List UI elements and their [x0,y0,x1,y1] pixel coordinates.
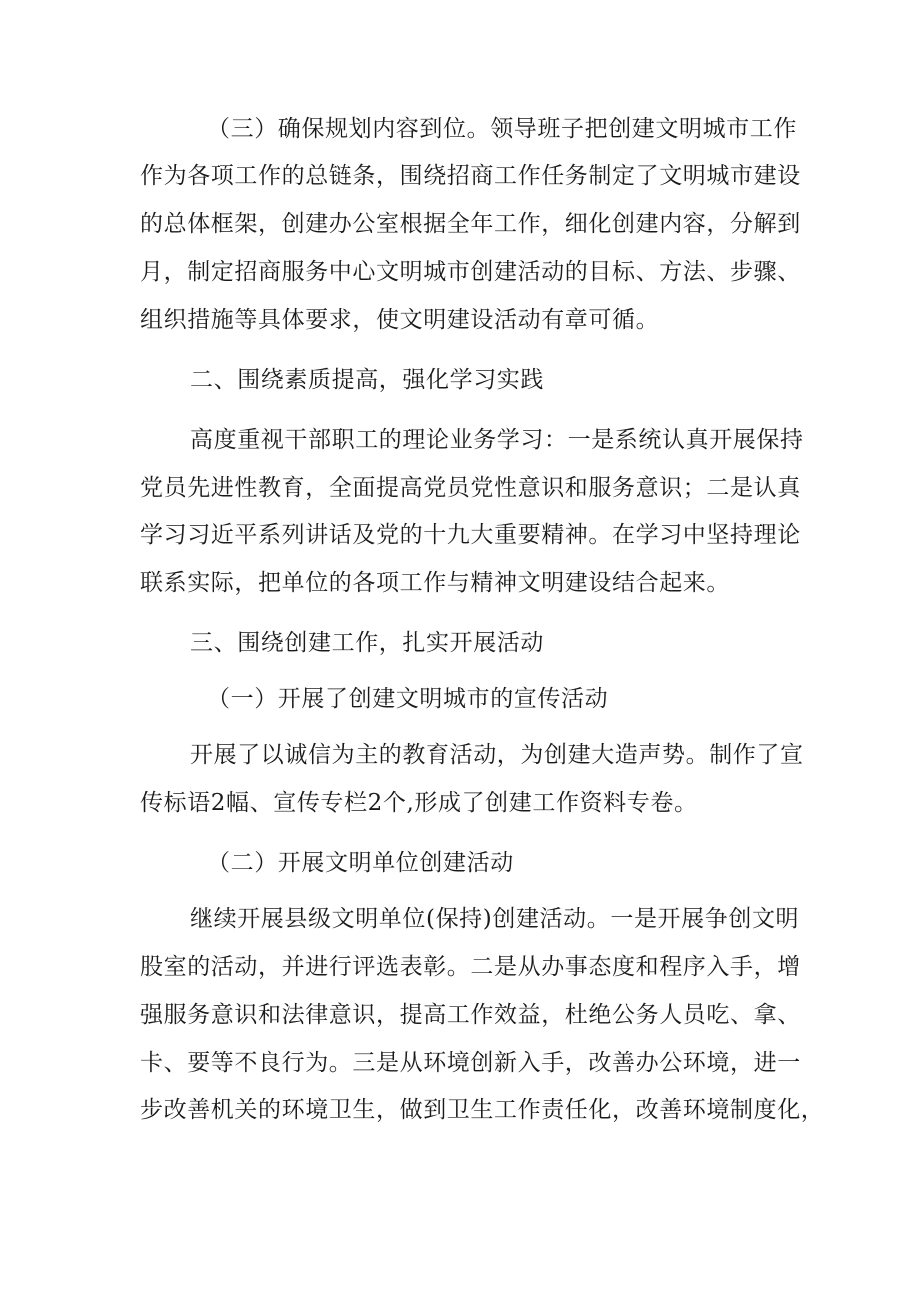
subsection-heading: （二）开展文明单位创建活动 [207,850,514,876]
paragraph-line: 开展了以诚信为主的教育活动，为创建大造声势。制作了宣 [190,742,804,768]
paragraph-line: 传标语2幅、宣传专栏2个,形成了创建工作资料专卷。 [140,790,698,816]
paragraph-line: 卡、要等不良行为。三是从环境创新入手，改善办公环境，进一 [140,1050,801,1076]
section-heading: 三、围绕创建工作，扎实开展活动 [190,630,544,656]
paragraph-line: 学习习近平系列讲话及党的十九大重要精神。在学习中坚持理论 [140,522,801,548]
paragraph-line: 股室的活动，并进行评选表彰。二是从办事态度和程序入手，增 [140,954,801,980]
subsection-heading: （一）开展了创建文明城市的宣传活动 [207,686,609,712]
paragraph-line: 强服务意识和法律意识，提高工作效益，杜绝公务人员吃、拿、 [140,1002,801,1028]
paragraph-line: 联系实际，把单位的各项工作与精神文明建设结合起来。 [140,570,730,596]
paragraph-line: （三）确保规划内容到位。领导班子把创建文明城市工作 [207,116,797,142]
paragraph-line: 作为各项工作的总链条，围绕招商工作任务制定了文明城市建设 [140,163,801,189]
paragraph-line: 组织措施等具体要求，使文明建设活动有章可循。 [140,307,660,333]
paragraph-line: 月，制定招商服务中心文明城市创建活动的目标、方法、步骤、 [140,259,801,285]
paragraph-line: 党员先进性教育，全面提高党员党性意识和服务意识；二是认真 [140,475,801,501]
paragraph-line: 步改善机关的环境卫生，做到卫生工作责任化，改善环境制度化， [140,1097,825,1123]
section-heading: 二、围绕素质提高，强化学习实践 [190,367,544,393]
paragraph-line: 高度重视干部职工的理论业务学习：一是系统认真开展保持 [190,427,804,453]
paragraph-line: 继续开展县级文明单位(保持)创建活动。一是开展争创文明 [190,906,800,932]
paragraph-line: 的总体框架，创建办公室根据全年工作，细化创建内容，分解到 [140,211,801,237]
